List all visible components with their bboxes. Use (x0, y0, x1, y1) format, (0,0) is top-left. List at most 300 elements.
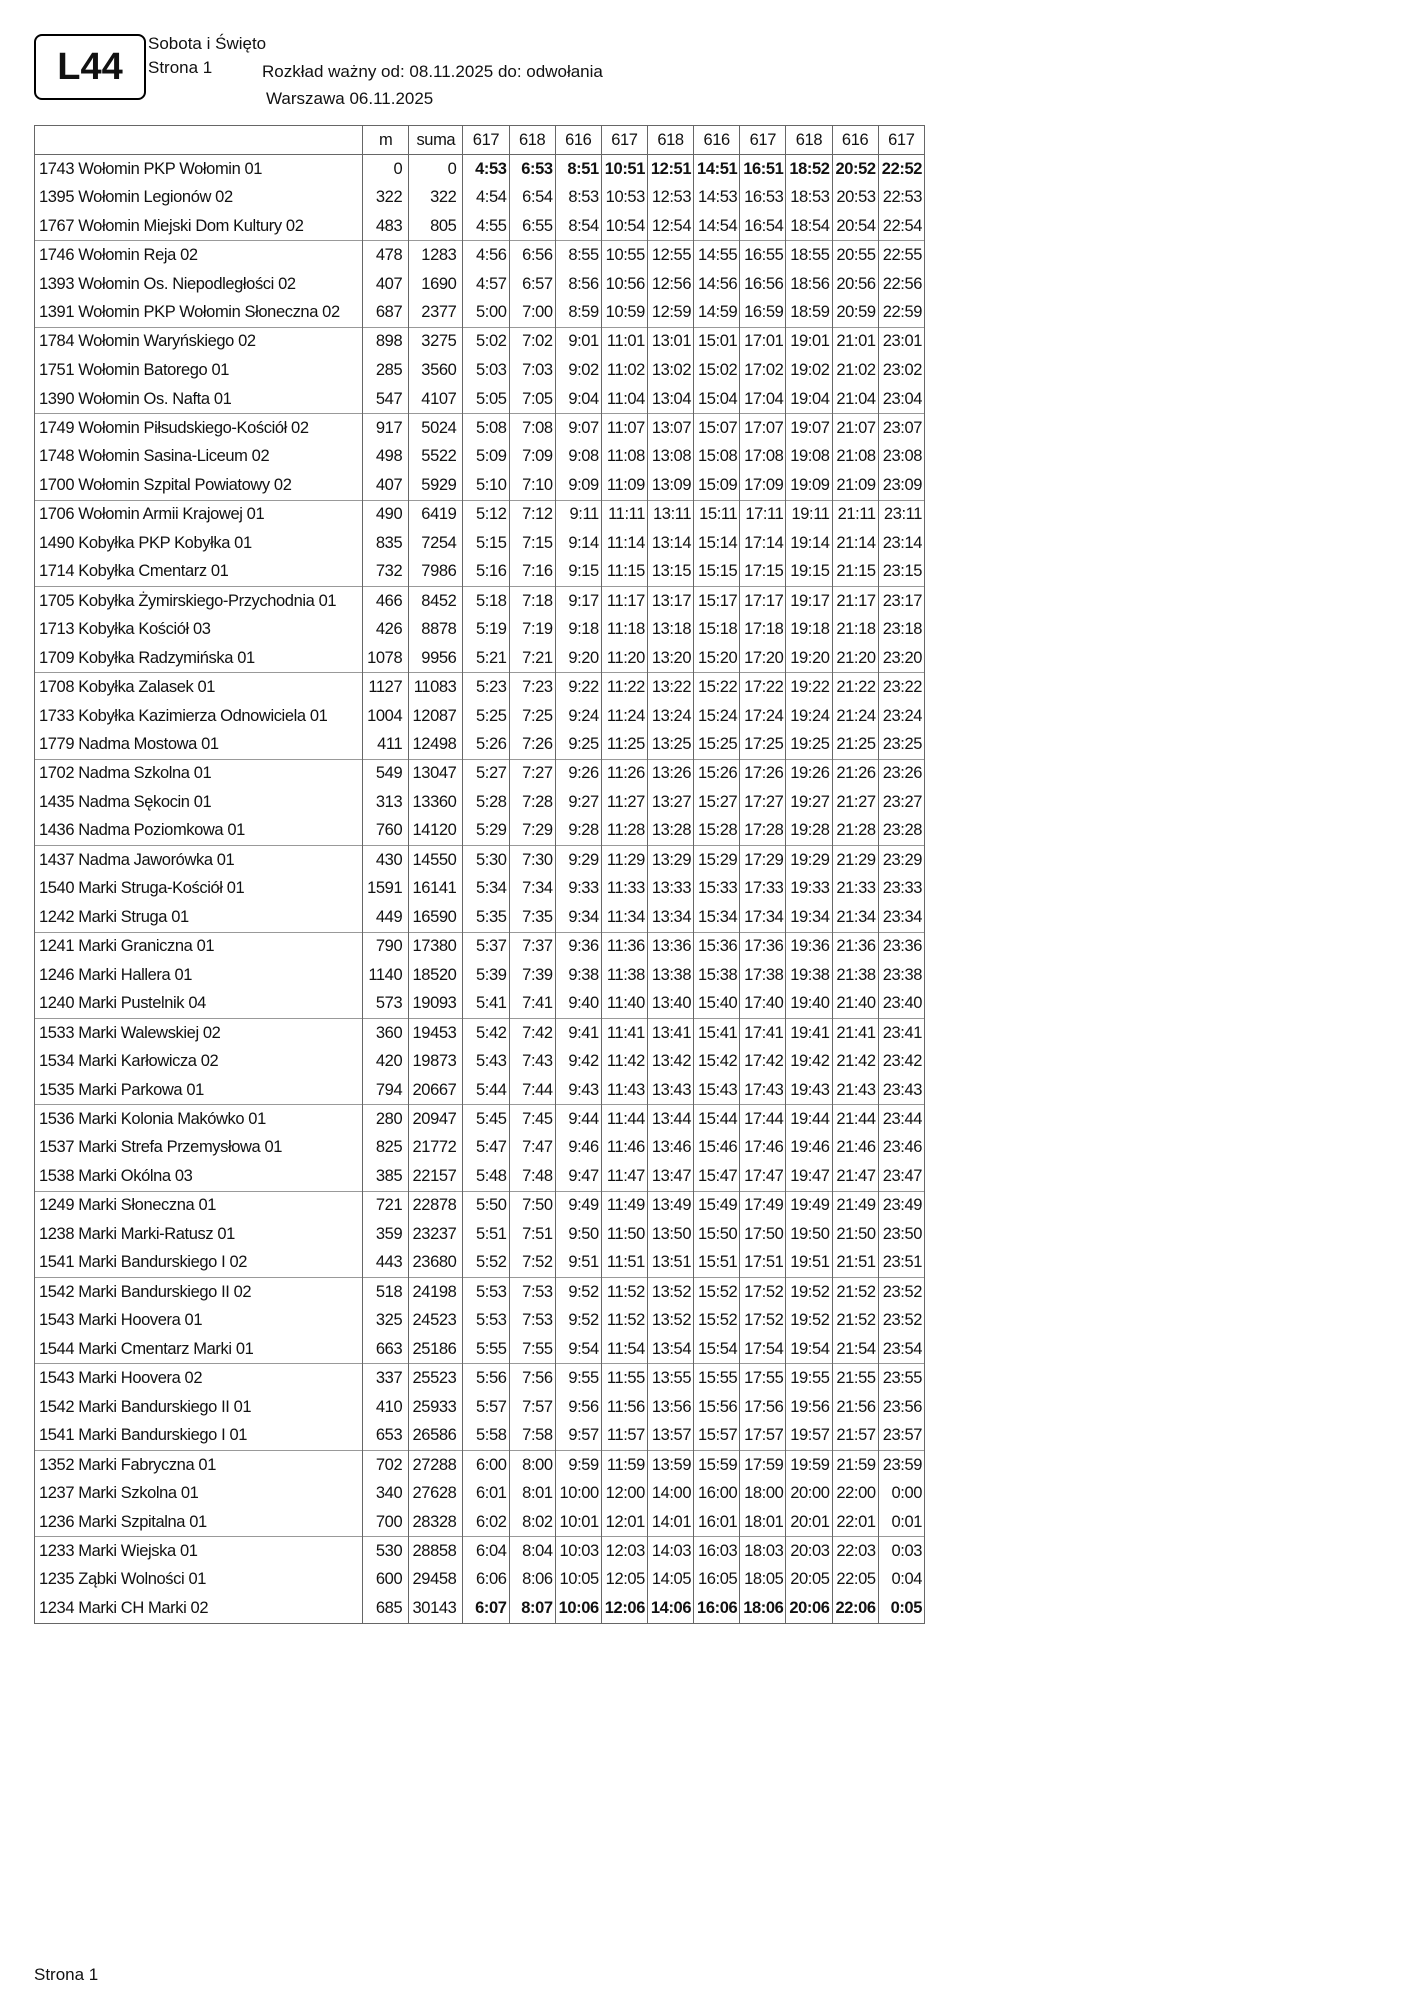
departure-time-cell: 11:24 (601, 702, 647, 731)
cumulative-distance-cell: 805 (409, 212, 463, 241)
departure-time-cell: 5:30 (463, 846, 509, 875)
departure-time-cell: 18:54 (786, 212, 832, 241)
stop-name-cell: 1702 Nadma Szkolna 01 (35, 759, 363, 788)
departure-time-cell: 9:56 (555, 1393, 601, 1422)
departure-time-cell: 8:54 (555, 212, 601, 241)
cumulative-distance-cell: 18520 (409, 961, 463, 990)
distance-cell: 385 (363, 1162, 409, 1191)
distance-cell: 702 (363, 1450, 409, 1479)
departure-time-cell: 21:52 (832, 1278, 878, 1307)
departure-time-cell: 12:03 (601, 1537, 647, 1566)
departure-time-cell: 13:22 (647, 673, 693, 702)
departure-time-cell: 7:53 (509, 1278, 555, 1307)
departure-time-cell: 18:55 (786, 241, 832, 270)
timetable-row (35, 270, 925, 299)
departure-time-cell: 5:45 (463, 1105, 509, 1134)
distance-cell: 732 (363, 558, 409, 587)
stop-name-cell: 1779 Nadma Mostowa 01 (35, 730, 363, 759)
cumulative-distance-cell: 14550 (409, 846, 463, 875)
departure-time-cell: 23:46 (878, 1134, 924, 1163)
departure-time-cell: 13:46 (647, 1134, 693, 1163)
distance-cell: 322 (363, 183, 409, 212)
departure-time-cell: 19:44 (786, 1105, 832, 1134)
timetable-row (35, 817, 925, 846)
stop-name-cell: 1240 Marki Pustelnik 04 (35, 990, 363, 1019)
distance-cell: 687 (363, 298, 409, 327)
departure-time-cell: 13:24 (647, 702, 693, 731)
departure-time-cell: 17:14 (740, 529, 786, 558)
departure-time-cell: 11:40 (601, 990, 647, 1019)
timetable-row (35, 500, 925, 529)
departure-time-cell: 9:29 (555, 846, 601, 875)
departure-time-cell: 9:04 (555, 385, 601, 414)
departure-time-cell: 21:43 (832, 1076, 878, 1105)
departure-time-cell: 13:20 (647, 644, 693, 673)
departure-time-cell: 5:02 (463, 327, 509, 356)
distance-cell: 443 (363, 1249, 409, 1278)
distance-cell: 337 (363, 1364, 409, 1393)
departure-time-cell: 23:11 (878, 500, 924, 529)
departure-time-cell: 5:37 (463, 932, 509, 961)
departure-time-cell: 5:05 (463, 385, 509, 414)
stop-name-cell: 1535 Marki Parkowa 01 (35, 1076, 363, 1105)
departure-time-cell: 7:55 (509, 1335, 555, 1364)
stop-name-cell: 1249 Marki Słoneczna 01 (35, 1191, 363, 1220)
stop-name-cell: 1784 Wołomin Waryńskiego 02 (35, 327, 363, 356)
stop-name-cell: 1246 Marki Hallera 01 (35, 961, 363, 990)
departure-time-cell: 22:55 (878, 241, 924, 270)
departure-time-cell: 11:17 (601, 586, 647, 615)
distance-cell: 498 (363, 442, 409, 471)
distance-cell: 360 (363, 1018, 409, 1047)
distance-cell: 426 (363, 615, 409, 644)
departure-time-cell: 19:41 (786, 1018, 832, 1047)
departure-time-cell: 23:24 (878, 702, 924, 731)
departure-time-cell: 20:01 (786, 1508, 832, 1537)
departure-time-cell: 14:01 (647, 1508, 693, 1537)
departure-time-cell: 5:19 (463, 615, 509, 644)
timetable-row (35, 1018, 925, 1047)
column-header: 617 (601, 126, 647, 155)
cumulative-distance-cell: 22878 (409, 1191, 463, 1220)
column-header: m (363, 126, 409, 155)
cumulative-distance-cell: 27288 (409, 1450, 463, 1479)
column-header: suma (409, 126, 463, 155)
departure-time-cell: 8:55 (555, 241, 601, 270)
stop-name-cell: 1237 Marki Szkolna 01 (35, 1479, 363, 1508)
stop-name-cell: 1541 Marki Bandurskiego I 02 (35, 1249, 363, 1278)
timetable-row (35, 1220, 925, 1249)
departure-time-cell: 18:05 (740, 1566, 786, 1595)
departure-time-cell: 19:28 (786, 817, 832, 846)
departure-time-cell: 13:34 (647, 903, 693, 932)
stop-name-cell: 1390 Wołomin Os. Nafta 01 (35, 385, 363, 414)
departure-time-cell: 5:39 (463, 961, 509, 990)
departure-time-cell: 13:18 (647, 615, 693, 644)
cumulative-distance-cell: 13047 (409, 759, 463, 788)
departure-time-cell: 5:26 (463, 730, 509, 759)
departure-time-cell: 21:51 (832, 1249, 878, 1278)
departure-time-cell: 5:57 (463, 1393, 509, 1422)
stop-name-cell: 1437 Nadma Jaworówka 01 (35, 846, 363, 875)
departure-time-cell: 17:25 (740, 730, 786, 759)
timetable-row (35, 1422, 925, 1451)
departure-time-cell: 13:02 (647, 356, 693, 385)
stop-name-cell: 1236 Marki Szpitalna 01 (35, 1508, 363, 1537)
departure-time-cell: 7:50 (509, 1191, 555, 1220)
departure-time-cell: 9:47 (555, 1162, 601, 1191)
departure-time-cell: 19:34 (786, 903, 832, 932)
stop-name-cell: 1435 Nadma Sękocin 01 (35, 788, 363, 817)
distance-cell: 313 (363, 788, 409, 817)
column-header-stop (35, 126, 363, 155)
departure-time-cell: 19:24 (786, 702, 832, 731)
departure-time-cell: 9:34 (555, 903, 601, 932)
cumulative-distance-cell: 25523 (409, 1364, 463, 1393)
departure-time-cell: 16:51 (740, 155, 786, 184)
departure-time-cell: 6:00 (463, 1450, 509, 1479)
departure-time-cell: 19:22 (786, 673, 832, 702)
timetable-row (35, 1537, 925, 1566)
departure-time-cell: 17:26 (740, 759, 786, 788)
place-date-label: Warszawa 06.11.2025 (266, 89, 434, 108)
timetable-row (35, 1594, 925, 1623)
departure-time-cell: 23:18 (878, 615, 924, 644)
departure-time-cell: 19:42 (786, 1047, 832, 1076)
departure-time-cell: 7:56 (509, 1364, 555, 1393)
departure-time-cell: 13:33 (647, 874, 693, 903)
departure-time-cell: 14:56 (694, 270, 740, 299)
departure-time-cell: 21:40 (832, 990, 878, 1019)
departure-time-cell: 18:00 (740, 1479, 786, 1508)
departure-time-cell: 7:10 (509, 471, 555, 500)
distance-cell: 653 (363, 1422, 409, 1451)
departure-time-cell: 5:27 (463, 759, 509, 788)
timetable-row (35, 385, 925, 414)
departure-time-cell: 23:02 (878, 356, 924, 385)
timetable-row (35, 759, 925, 788)
departure-time-cell: 19:14 (786, 529, 832, 558)
departure-time-cell: 10:01 (555, 1508, 601, 1537)
line-number-badge: L44 (34, 34, 146, 100)
departure-time-cell: 0:05 (878, 1594, 924, 1623)
departure-time-cell: 6:53 (509, 155, 555, 184)
distance-cell: 0 (363, 155, 409, 184)
timetable-row (35, 1306, 925, 1335)
stop-name-cell: 1709 Kobyłka Radzymińska 01 (35, 644, 363, 673)
departure-time-cell: 8:01 (509, 1479, 555, 1508)
timetable-row (35, 1162, 925, 1191)
stop-name-cell: 1706 Wołomin Armii Krajowej 01 (35, 500, 363, 529)
departure-time-cell: 8:00 (509, 1450, 555, 1479)
departure-time-cell: 14:54 (694, 212, 740, 241)
departure-time-cell: 23:57 (878, 1422, 924, 1451)
departure-time-cell: 22:01 (832, 1508, 878, 1537)
departure-time-cell: 22:56 (878, 270, 924, 299)
departure-time-cell: 23:41 (878, 1018, 924, 1047)
departure-time-cell: 4:53 (463, 155, 509, 184)
departure-time-cell: 5:23 (463, 673, 509, 702)
departure-time-cell: 7:05 (509, 385, 555, 414)
departure-time-cell: 17:57 (740, 1422, 786, 1451)
departure-time-cell: 13:57 (647, 1422, 693, 1451)
departure-time-cell: 9:57 (555, 1422, 601, 1451)
departure-time-cell: 11:18 (601, 615, 647, 644)
departure-time-cell: 17:08 (740, 442, 786, 471)
departure-time-cell: 5:58 (463, 1422, 509, 1451)
departure-time-cell: 5:55 (463, 1335, 509, 1364)
stop-name-cell: 1538 Marki Okólna 03 (35, 1162, 363, 1191)
departure-time-cell: 11:49 (601, 1191, 647, 1220)
timetable-row (35, 1450, 925, 1479)
distance-cell: 547 (363, 385, 409, 414)
distance-cell: 449 (363, 903, 409, 932)
stop-name-cell: 1733 Kobyłka Kazimierza Odnowiciela 01 (35, 702, 363, 731)
departure-time-cell: 13:09 (647, 471, 693, 500)
distance-cell: 600 (363, 1566, 409, 1595)
cumulative-distance-cell: 22157 (409, 1162, 463, 1191)
departure-time-cell: 21:24 (832, 702, 878, 731)
departure-time-cell: 19:55 (786, 1364, 832, 1393)
departure-time-cell: 15:24 (694, 702, 740, 731)
departure-time-cell: 19:51 (786, 1249, 832, 1278)
departure-time-cell: 19:09 (786, 471, 832, 500)
distance-cell: 790 (363, 932, 409, 961)
departure-time-cell: 9:28 (555, 817, 601, 846)
departure-time-cell: 7:03 (509, 356, 555, 385)
stop-name-cell: 1543 Marki Hoovera 02 (35, 1364, 363, 1393)
departure-time-cell: 23:15 (878, 558, 924, 587)
departure-time-cell: 4:57 (463, 270, 509, 299)
departure-time-cell: 21:08 (832, 442, 878, 471)
cumulative-distance-cell: 8878 (409, 615, 463, 644)
departure-time-cell: 21:54 (832, 1335, 878, 1364)
departure-time-cell: 22:54 (878, 212, 924, 241)
departure-time-cell: 15:11 (694, 500, 740, 529)
departure-time-cell: 20:52 (832, 155, 878, 184)
departure-time-cell: 7:42 (509, 1018, 555, 1047)
timetable-row (35, 615, 925, 644)
timetable-row (35, 702, 925, 731)
departure-time-cell: 19:20 (786, 644, 832, 673)
departure-time-cell: 5:08 (463, 414, 509, 443)
departure-time-cell: 9:07 (555, 414, 601, 443)
distance-cell: 825 (363, 1134, 409, 1163)
stop-name-cell: 1700 Wołomin Szpital Powiatowy 02 (35, 471, 363, 500)
departure-time-cell: 23:52 (878, 1278, 924, 1307)
page-label: Strona 1 (148, 58, 213, 77)
departure-time-cell: 19:54 (786, 1335, 832, 1364)
departure-time-cell: 16:54 (740, 212, 786, 241)
departure-time-cell: 6:01 (463, 1479, 509, 1508)
departure-time-cell: 11:04 (601, 385, 647, 414)
departure-time-cell: 9:55 (555, 1364, 601, 1393)
cumulative-distance-cell: 16141 (409, 874, 463, 903)
departure-time-cell: 15:17 (694, 586, 740, 615)
departure-time-cell: 21:29 (832, 846, 878, 875)
departure-time-cell: 11:14 (601, 529, 647, 558)
departure-time-cell: 17:55 (740, 1364, 786, 1393)
departure-time-cell: 18:53 (786, 183, 832, 212)
departure-time-cell: 22:52 (878, 155, 924, 184)
departure-time-cell: 19:11 (786, 500, 832, 529)
departure-time-cell: 15:20 (694, 644, 740, 673)
cumulative-distance-cell: 27628 (409, 1479, 463, 1508)
timetable-row (35, 471, 925, 500)
departure-time-cell: 17:49 (740, 1191, 786, 1220)
departure-time-cell: 7:41 (509, 990, 555, 1019)
timetable-row (35, 730, 925, 759)
departure-time-cell: 9:49 (555, 1191, 601, 1220)
departure-time-cell: 7:12 (509, 500, 555, 529)
departure-time-cell: 9:02 (555, 356, 601, 385)
timetable-row (35, 1191, 925, 1220)
departure-time-cell: 15:52 (694, 1306, 740, 1335)
departure-time-cell: 21:42 (832, 1047, 878, 1076)
cumulative-distance-cell: 24523 (409, 1306, 463, 1335)
departure-time-cell: 12:05 (601, 1566, 647, 1595)
departure-time-cell: 5:03 (463, 356, 509, 385)
timetable-row (35, 356, 925, 385)
departure-time-cell: 19:46 (786, 1134, 832, 1163)
day-type-label: Sobota i Święto (148, 34, 267, 53)
departure-time-cell: 15:49 (694, 1191, 740, 1220)
cumulative-distance-cell: 7986 (409, 558, 463, 587)
departure-time-cell: 11:08 (601, 442, 647, 471)
distance-cell: 280 (363, 1105, 409, 1134)
departure-time-cell: 5:10 (463, 471, 509, 500)
departure-time-cell: 22:05 (832, 1566, 878, 1595)
departure-time-cell: 15:27 (694, 788, 740, 817)
departure-time-cell: 23:38 (878, 961, 924, 990)
distance-cell: 721 (363, 1191, 409, 1220)
departure-time-cell: 4:55 (463, 212, 509, 241)
departure-time-cell: 14:05 (647, 1566, 693, 1595)
timetable-row (35, 1278, 925, 1307)
departure-time-cell: 0:03 (878, 1537, 924, 1566)
departure-time-cell: 21:07 (832, 414, 878, 443)
departure-time-cell: 15:07 (694, 414, 740, 443)
distance-cell: 530 (363, 1537, 409, 1566)
departure-time-cell: 13:50 (647, 1220, 693, 1249)
departure-time-cell: 7:58 (509, 1422, 555, 1451)
page-footer: Strona 1 (34, 1965, 99, 1984)
departure-time-cell: 15:54 (694, 1335, 740, 1364)
departure-time-cell: 23:36 (878, 932, 924, 961)
departure-time-cell: 21:57 (832, 1422, 878, 1451)
stop-name-cell: 1238 Marki Marki-Ratusz 01 (35, 1220, 363, 1249)
departure-time-cell: 22:06 (832, 1594, 878, 1623)
departure-time-cell: 13:54 (647, 1335, 693, 1364)
stop-name-cell: 1533 Marki Walewskiej 02 (35, 1018, 363, 1047)
departure-time-cell: 0:00 (878, 1479, 924, 1508)
departure-time-cell: 9:52 (555, 1278, 601, 1307)
departure-time-cell: 13:25 (647, 730, 693, 759)
departure-time-cell: 15:47 (694, 1162, 740, 1191)
departure-time-cell: 5:41 (463, 990, 509, 1019)
departure-time-cell: 15:15 (694, 558, 740, 587)
departure-time-cell: 13:14 (647, 529, 693, 558)
departure-time-cell: 11:43 (601, 1076, 647, 1105)
departure-time-cell: 19:52 (786, 1278, 832, 1307)
departure-time-cell: 23:25 (878, 730, 924, 759)
departure-time-cell: 13:27 (647, 788, 693, 817)
departure-time-cell: 5:34 (463, 874, 509, 903)
departure-time-cell: 17:11 (740, 500, 786, 529)
departure-time-cell: 11:22 (601, 673, 647, 702)
departure-time-cell: 11:29 (601, 846, 647, 875)
departure-time-cell: 13:56 (647, 1393, 693, 1422)
cumulative-distance-cell: 1690 (409, 270, 463, 299)
departure-time-cell: 12:54 (647, 212, 693, 241)
departure-time-cell: 10:56 (601, 270, 647, 299)
departure-time-cell: 9:44 (555, 1105, 601, 1134)
departure-time-cell: 8:07 (509, 1594, 555, 1623)
departure-time-cell: 14:06 (647, 1594, 693, 1623)
stop-name-cell: 1543 Marki Hoovera 01 (35, 1306, 363, 1335)
timetable-row (35, 990, 925, 1019)
departure-time-cell: 10:59 (601, 298, 647, 327)
departure-time-cell: 13:38 (647, 961, 693, 990)
departure-time-cell: 11:01 (601, 327, 647, 356)
departure-time-cell: 5:52 (463, 1249, 509, 1278)
departure-time-cell: 11:34 (601, 903, 647, 932)
stop-name-cell: 1241 Marki Graniczna 01 (35, 932, 363, 961)
stop-name-cell: 1544 Marki Cmentarz Marki 01 (35, 1335, 363, 1364)
stop-name-cell: 1534 Marki Karłowicza 02 (35, 1047, 363, 1076)
departure-time-cell: 23:22 (878, 673, 924, 702)
departure-time-cell: 21:49 (832, 1191, 878, 1220)
departure-time-cell: 5:00 (463, 298, 509, 327)
timetable-row (35, 1335, 925, 1364)
departure-time-cell: 16:03 (694, 1537, 740, 1566)
departure-time-cell: 17:52 (740, 1278, 786, 1307)
departure-time-cell: 7:21 (509, 644, 555, 673)
departure-time-cell: 21:28 (832, 817, 878, 846)
departure-time-cell: 8:04 (509, 1537, 555, 1566)
departure-time-cell: 9:51 (555, 1249, 601, 1278)
departure-time-cell: 9:01 (555, 327, 601, 356)
departure-time-cell: 12:01 (601, 1508, 647, 1537)
departure-time-cell: 14:55 (694, 241, 740, 270)
departure-time-cell: 5:51 (463, 1220, 509, 1249)
departure-time-cell: 17:51 (740, 1249, 786, 1278)
departure-time-cell: 6:06 (463, 1566, 509, 1595)
departure-time-cell: 19:47 (786, 1162, 832, 1191)
departure-time-cell: 9:27 (555, 788, 601, 817)
timetable-row (35, 1076, 925, 1105)
departure-time-cell: 5:35 (463, 903, 509, 932)
cumulative-distance-cell: 17380 (409, 932, 463, 961)
departure-time-cell: 9:18 (555, 615, 601, 644)
departure-time-cell: 16:56 (740, 270, 786, 299)
departure-time-cell: 21:20 (832, 644, 878, 673)
departure-time-cell: 7:30 (509, 846, 555, 875)
departure-time-cell: 20:06 (786, 1594, 832, 1623)
departure-time-cell: 15:34 (694, 903, 740, 932)
departure-time-cell: 13:11 (647, 500, 693, 529)
cumulative-distance-cell: 4107 (409, 385, 463, 414)
departure-time-cell: 9:08 (555, 442, 601, 471)
departure-time-cell: 14:51 (694, 155, 740, 184)
departure-time-cell: 23:08 (878, 442, 924, 471)
departure-time-cell: 19:40 (786, 990, 832, 1019)
departure-time-cell: 14:59 (694, 298, 740, 327)
timetable-row (35, 558, 925, 587)
departure-time-cell: 19:33 (786, 874, 832, 903)
cumulative-distance-cell: 28858 (409, 1537, 463, 1566)
departure-time-cell: 15:52 (694, 1278, 740, 1307)
